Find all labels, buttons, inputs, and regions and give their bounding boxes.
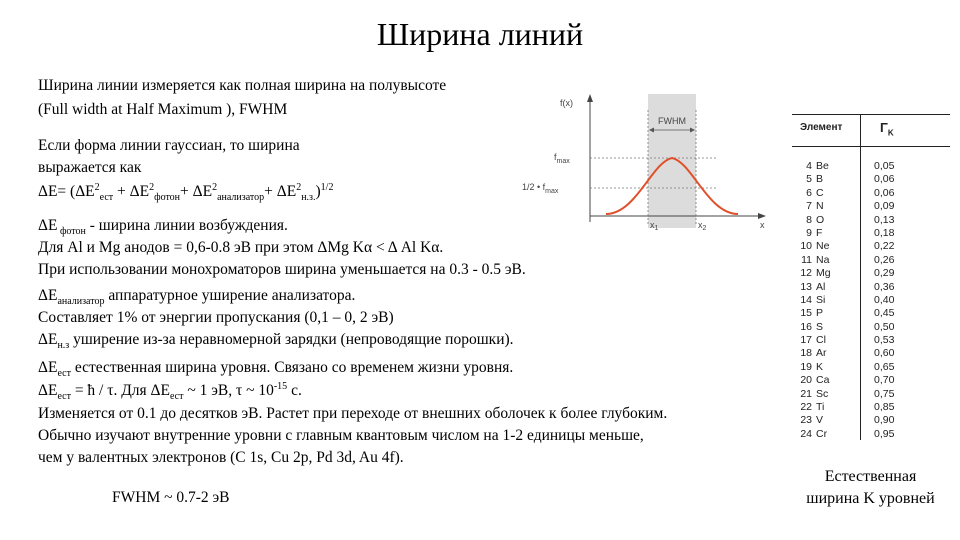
table-row — [788, 214, 954, 227]
element-symbol: Ca — [816, 374, 830, 387]
table-top-rule — [792, 114, 950, 115]
table-row — [788, 414, 954, 427]
atomic-number: 22 — [800, 401, 812, 414]
table-row — [788, 160, 954, 173]
atomic-number: 15 — [800, 307, 812, 320]
x1-label: $x_1$ — [650, 220, 659, 232]
element-symbol: F — [816, 226, 823, 239]
table-row — [788, 428, 954, 441]
element-symbol: Ar — [816, 347, 827, 360]
atomic-number: 5 — [806, 173, 812, 186]
half-max-label: 1/2 • $f_{max}$ — [522, 182, 559, 195]
level-width: 0,26 — [874, 253, 895, 266]
level-width: 0,65 — [874, 360, 895, 373]
formula-line: $\Delta E= (\Delta E^2_{ест} + \Delta E^2_{фотон}+ \Delta E^2_{анализатор}+ \Delta E^2_{н.з.})^{1/2}$ — [38, 181, 334, 204]
x-axis-arrow — [758, 213, 766, 219]
header-element: Элемент — [800, 122, 843, 133]
atomic-number: 11 — [801, 253, 812, 266]
text-line-7: Для Al и Mg анодов = 0,6-0.8 эВ при этом ΔMg Kα < Δ Al Kα. — [38, 239, 444, 256]
element-symbol: Ne — [816, 240, 830, 253]
atomic-number: 16 — [800, 320, 812, 333]
level-width: 0,22 — [874, 240, 895, 253]
slide-title: Ширина линий — [376, 16, 584, 52]
fmax-label: $f_{max}$ — [554, 152, 570, 165]
element-symbol: O — [816, 213, 825, 226]
table-row — [788, 281, 954, 294]
table-row — [788, 240, 954, 253]
text-line-15: Обычно изучают внутренние уровни с главным квантовым числом на 1-2 единицы меньше, — [38, 427, 644, 444]
element-symbol: Na — [816, 253, 830, 266]
text-line-3: Если форма линии гауссиан, то ширина — [38, 137, 300, 154]
text-line-14: Изменяется от 0.1 до десятков эВ. Растет при переходе от внешних оболочек к более глубоким. — [38, 405, 668, 422]
table-row — [788, 388, 954, 401]
text-line-13: $\Delta E_{ест}$ = ħ / τ. Для $\Delta E_{ест}$ ~ 1 эВ, τ ~ $10^{-15}$ с. — [38, 380, 302, 403]
level-width: 0,29 — [874, 267, 895, 280]
gaussian-diagram — [518, 92, 770, 232]
level-width: 0,13 — [874, 213, 895, 226]
element-symbol: Cl — [816, 334, 826, 347]
level-width: 0,45 — [874, 307, 895, 320]
table-row — [788, 334, 954, 347]
table-caption: Естественная ширина K уровней — [806, 468, 935, 507]
atomic-number: 10 — [800, 240, 812, 253]
element-symbol: Si — [816, 293, 826, 306]
level-width: 0,95 — [874, 427, 895, 440]
table-rows — [788, 160, 954, 441]
table-row — [788, 227, 954, 240]
element-symbol: Be — [816, 160, 829, 172]
text-line-2: (Full width at Half Maximum ), FWHM — [38, 101, 288, 118]
atomic-number: 4 — [806, 160, 812, 172]
element-symbol: Cr — [816, 427, 828, 440]
table-row — [788, 401, 954, 414]
element-symbol: V — [816, 414, 824, 427]
element-symbol: B — [816, 173, 824, 186]
element-symbol: K — [816, 360, 824, 373]
level-width: 0,90 — [874, 414, 895, 427]
atomic-number: 21 — [800, 387, 812, 400]
atomic-number: 19 — [800, 360, 812, 373]
fwhm-label: FWHM — [658, 116, 686, 126]
element-symbol: N — [816, 200, 824, 213]
table-row — [788, 187, 954, 200]
table-row — [788, 200, 954, 213]
text-line-6: ΔE $_{фотон}$ - ширина линии возбуждения. — [38, 217, 288, 238]
x-label: x — [760, 220, 765, 230]
level-width: 0,06 — [874, 173, 895, 186]
table-header-rule — [792, 146, 950, 147]
fwhm-band — [648, 94, 696, 228]
text-line-12: $\Delta E_{ест}$ естественная ширина уровня. Связано со временем жизни уровня. — [38, 359, 514, 380]
text-line-4: выражается как — [38, 159, 142, 176]
atomic-number: 12 — [800, 267, 812, 280]
level-width: 0,40 — [874, 293, 895, 306]
text-line-8: При использовании монохроматоров ширина уменьшается на 0.3 - 0.5 эВ. — [38, 261, 526, 278]
atomic-number: 24 — [800, 427, 812, 440]
level-width: 0,09 — [874, 200, 895, 213]
atomic-number: 20 — [800, 374, 812, 387]
element-symbol: Sc — [816, 387, 829, 400]
table-row — [788, 294, 954, 307]
table-row — [788, 254, 954, 267]
atomic-number: 23 — [800, 414, 812, 427]
element-symbol: S — [816, 320, 824, 333]
level-width: 0,50 — [874, 320, 895, 333]
text-line-16: чем у валентных электронов (C 1s, Cu 2p, Pd 3d, Au 4f). — [38, 449, 404, 466]
text-line-9: $\Delta E_{анализатор}$ аппаратурное уширение анализатора. — [38, 287, 356, 308]
text-line-10: Составляет 1% от энергии пропускания (0,1 – 0, 2 эВ) — [38, 309, 394, 326]
level-width: 0,53 — [874, 334, 895, 347]
level-width: 0,75 — [874, 387, 895, 400]
level-width: 0,70 — [874, 374, 895, 387]
x2-label: $x_2$ — [698, 220, 707, 232]
table-row — [788, 173, 954, 186]
header-width: $\Gamma_K$ — [880, 120, 894, 138]
atomic-number: 6 — [806, 186, 812, 199]
text-line-11: $\Delta E_{н.з}$ уширение из-за неравномерной зарядки (непроводящие порошки). — [38, 331, 514, 352]
atomic-number: 9 — [806, 226, 812, 239]
atomic-number: 7 — [806, 200, 812, 213]
element-symbol: Mg — [816, 267, 831, 280]
atomic-number: 13 — [800, 280, 812, 293]
table-row — [788, 267, 954, 280]
table-row — [788, 374, 954, 387]
k-level-width-table — [788, 110, 954, 440]
table-row — [788, 361, 954, 374]
element-symbol: C — [816, 186, 824, 199]
level-width: 0,06 — [874, 186, 895, 199]
table-row — [788, 347, 954, 360]
level-width: 0,85 — [874, 401, 895, 414]
atomic-number: 17 — [800, 334, 812, 347]
text-line-1: Ширина линии измеряется как полная ширина на полувысоте — [38, 77, 447, 94]
atomic-number: 18 — [800, 347, 812, 360]
level-width: 0,05 — [874, 160, 895, 172]
table-row — [788, 307, 954, 320]
level-width: 0,60 — [874, 347, 895, 360]
element-symbol: Al — [816, 280, 826, 293]
atomic-number: 8 — [806, 213, 812, 226]
element-symbol: Ti — [816, 401, 825, 414]
level-width: 0,36 — [874, 280, 895, 293]
fwhm-note: FWHM ~ 0.7-2 эВ — [112, 489, 230, 506]
level-width: 0,18 — [874, 226, 895, 239]
fx-label: f(x) — [560, 98, 573, 108]
y-axis-arrow — [587, 94, 593, 102]
element-symbol: P — [816, 307, 824, 320]
table-row — [788, 321, 954, 334]
atomic-number: 14 — [800, 293, 812, 306]
